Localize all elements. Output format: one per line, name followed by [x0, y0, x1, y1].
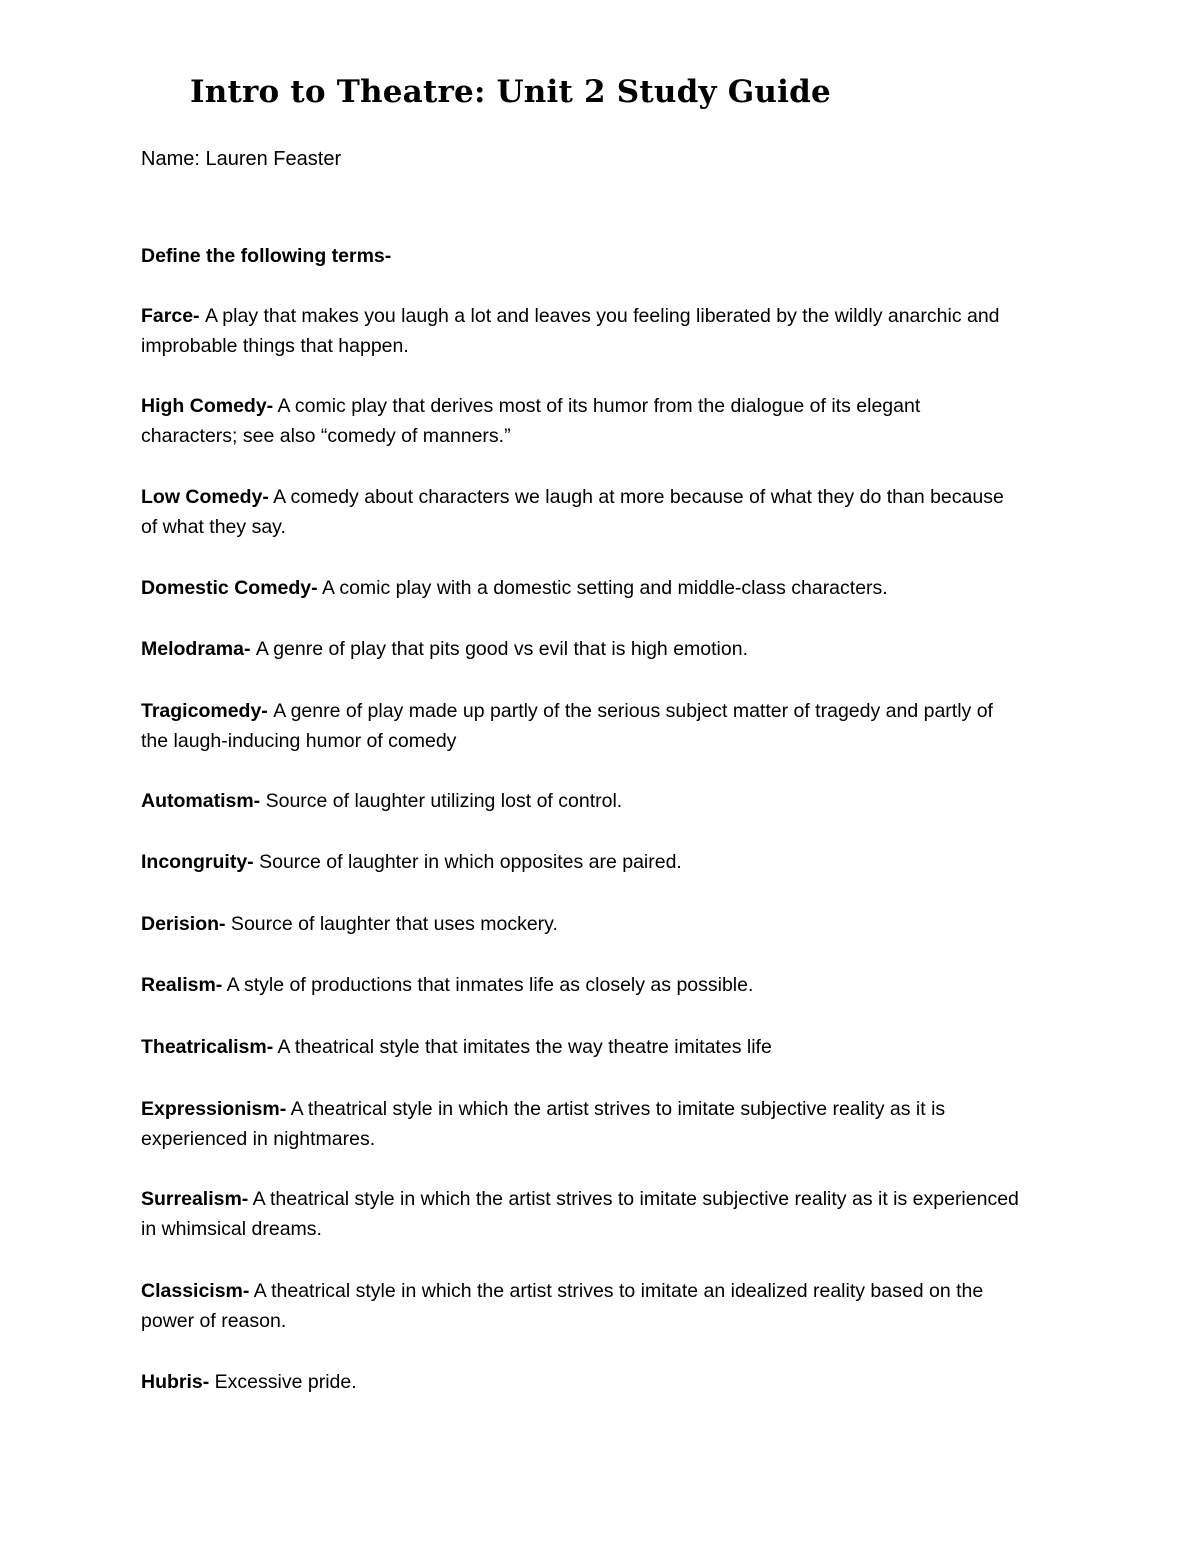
term-definition: Source of laughter that uses mockery. [225, 913, 558, 935]
term-name: High Comedy- [141, 395, 274, 417]
term-entry-hubris [141, 1367, 1021, 1397]
term-definition: Source of laughter in which opposites are paired. [253, 851, 682, 873]
term-name: Farce- [141, 305, 205, 327]
instructions-heading: Define the following terms- [141, 245, 392, 267]
term-definition: A style of productions that inmates life as closely as possible. [222, 974, 754, 996]
term-definition: A play that makes you laugh a lot and leaves you feeling liberated by the wildly anarchic and improbable things that happen. [141, 305, 1000, 357]
term-entry-domestic-comedy [141, 573, 1021, 603]
term-name: Theatricalism- [141, 1036, 274, 1058]
term-entry-melodrama [141, 634, 1021, 664]
term-definition: A theatrical style in which the artist strives to imitate subjective reality as it is experienced in nightmares. [141, 1098, 946, 1150]
term-name: Expressionism- [141, 1098, 287, 1120]
term-definition: A comic play with a domestic setting and middle-class characters. [317, 577, 888, 599]
term-name: Surrealism- [141, 1188, 249, 1210]
name-line [141, 148, 341, 171]
name-label: Name: [141, 148, 206, 170]
term-entry-incongruity [141, 847, 1021, 877]
term-entry-expressionism [141, 1094, 1021, 1154]
term-name: Low Comedy- [141, 486, 269, 508]
term-definition: A theatrical style in which the artist strives to imitate an idealized reality based on the power of reason. [141, 1280, 984, 1332]
term-entry-classicism [141, 1276, 1021, 1336]
term-name: Tragicomedy- [141, 700, 274, 722]
term-entry-high-comedy [141, 391, 1021, 451]
term-entry-low-comedy [141, 482, 1021, 542]
term-entry-tragicomedy [141, 696, 1021, 756]
term-entry-farce [141, 301, 1021, 361]
term-definition: A theatrical style in which the artist strives to imitate subjective reality as it is experienced in whimsical dreams. [141, 1188, 1019, 1240]
term-entry-theatricalism [141, 1032, 1021, 1062]
term-entry-realism [141, 970, 1021, 1000]
term-definition: A genre of play that pits good vs evil that is high emotion. [255, 638, 748, 660]
term-definition: Excessive pride. [209, 1371, 357, 1393]
term-name: Melodrama- [141, 638, 256, 660]
term-entry-derision [141, 909, 1021, 939]
term-name: Automatism- [141, 790, 261, 812]
term-definition: A comedy about characters we laugh at more because of what they do than because of what they say. [141, 486, 1004, 538]
term-name: Realism- [141, 974, 223, 996]
term-name: Hubris- [141, 1371, 210, 1393]
student-name: Lauren Feaster [205, 148, 342, 170]
page-title: Intro to Theatre: Unit 2 Study Guide [190, 74, 831, 110]
term-definition: A genre of play made up partly of the serious subject matter of tragedy and partly of the laugh-inducing humor of comedy [141, 700, 993, 752]
term-definition: A theatrical style that imitates the way theatre imitates life [273, 1036, 772, 1058]
term-name: Classicism- [141, 1280, 250, 1302]
term-entry-surrealism [141, 1184, 1021, 1244]
term-name: Incongruity- [141, 851, 254, 873]
term-entry-automatism [141, 786, 1021, 816]
term-definition: Source of laughter utilizing lost of control. [260, 790, 623, 812]
term-name: Derision- [141, 913, 226, 935]
term-name: Domestic Comedy- [141, 577, 318, 599]
term-definition: A comic play that derives most of its humor from the dialogue of its elegant characters; see also “comedy of manners.” [141, 395, 921, 447]
